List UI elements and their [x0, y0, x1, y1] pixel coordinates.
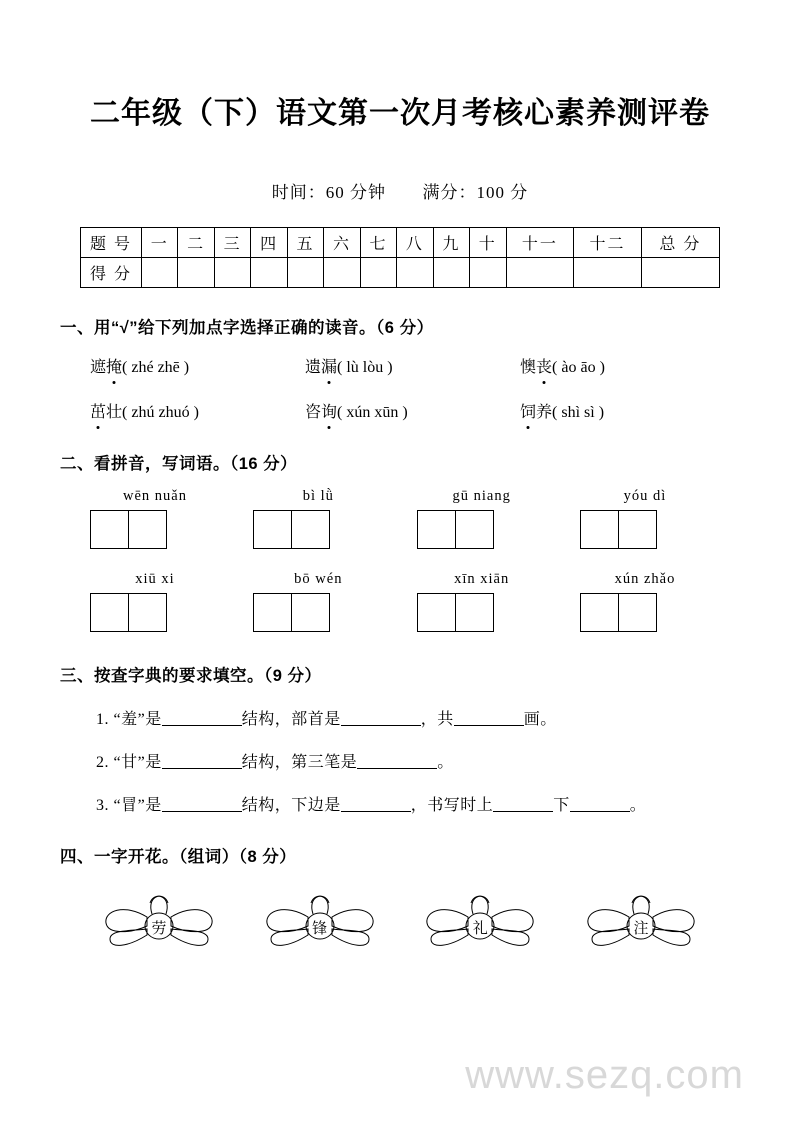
- flower-item[interactable]: [405, 881, 555, 971]
- tianzige-cell[interactable]: [580, 593, 619, 632]
- pinyin-label: wēn nuǎn: [123, 488, 187, 504]
- tianzige-cell[interactable]: [253, 593, 292, 632]
- pinyin-choice-item[interactable]: [90, 399, 305, 422]
- exam-time: 时间：60 分钟: [271, 183, 386, 202]
- tianzige-cell[interactable]: [455, 510, 494, 549]
- table-row: [81, 258, 720, 288]
- dotted-char: 丧: [536, 354, 552, 377]
- pinyin-options[interactable]: ( ào āo ): [552, 359, 605, 376]
- question-number: 1.: [96, 711, 109, 728]
- question-text: “羞”是: [113, 711, 162, 728]
- flower-char: 礼: [472, 921, 488, 937]
- answer-blank[interactable]: [341, 795, 411, 812]
- section-heading-1: 一、用“√”给下列加点字选择正确的读音。（6 分）: [60, 319, 434, 337]
- score-col-header: 八: [397, 228, 433, 258]
- score-cell[interactable]: [397, 258, 433, 288]
- score-col-header: 七: [360, 228, 396, 258]
- write-word-item: [253, 571, 383, 632]
- tianzige-cell[interactable]: [580, 510, 619, 549]
- question-text: 结构，下边是: [241, 797, 341, 814]
- pinyin-options[interactable]: ( zhé zhē ): [122, 359, 190, 376]
- write-word-item: [580, 488, 710, 549]
- dotted-char: 饲: [520, 399, 536, 422]
- question-text: ，书写时上: [410, 797, 494, 814]
- tianzige-group[interactable]: [417, 510, 547, 549]
- score-col-header: 十一: [506, 228, 574, 258]
- write-word-item: [580, 571, 710, 632]
- flower-char: 锋: [312, 921, 328, 937]
- pinyin-options[interactable]: ( shì sì ): [552, 404, 605, 421]
- question-number: 2.: [96, 754, 109, 771]
- question-text: “冒”是: [113, 797, 162, 814]
- tianzige-cell[interactable]: [128, 510, 167, 549]
- page-title: 二年级（下）语文第一次月考核心素养测评卷: [90, 97, 710, 130]
- score-col-header: 十: [470, 228, 506, 258]
- pinyin-label: xiū xi: [135, 571, 175, 587]
- tianzige-group[interactable]: [253, 510, 383, 549]
- exam-meta: [60, 178, 740, 203]
- dotted-char: 茁: [90, 399, 106, 422]
- tianzige-cell[interactable]: [90, 510, 129, 549]
- score-table: [80, 227, 720, 288]
- tianzige-group[interactable]: [90, 593, 220, 632]
- write-word-item: [90, 571, 220, 632]
- score-cell[interactable]: [574, 258, 642, 288]
- pinyin-choice-item[interactable]: [90, 354, 305, 377]
- pinyin-label: bō wén: [294, 571, 343, 587]
- score-col-header: 总 分: [641, 228, 719, 258]
- question-text: 。: [629, 797, 647, 814]
- section-heading-4: 四、一字开花。（组词）（8 分）: [60, 848, 297, 866]
- write-words-row: [60, 571, 740, 632]
- question-text: 画。: [523, 711, 557, 728]
- score-col-header: 一: [142, 228, 178, 258]
- pinyin-options[interactable]: ( xún xūn ): [337, 404, 408, 421]
- answer-blank[interactable]: [162, 752, 242, 769]
- question-text: 。: [437, 754, 454, 771]
- score-cell[interactable]: [251, 258, 287, 288]
- score-cell[interactable]: [641, 258, 719, 288]
- answer-blank[interactable]: [357, 752, 437, 769]
- score-cell[interactable]: [433, 258, 469, 288]
- exam-total-score: 满分：100 分: [422, 183, 529, 202]
- pinyin-options[interactable]: ( zhú zhuó ): [122, 404, 199, 421]
- tianzige-group[interactable]: [253, 593, 383, 632]
- answer-blank[interactable]: [341, 709, 421, 726]
- dotted-char: 掩: [106, 354, 122, 377]
- score-col-header: 九: [433, 228, 469, 258]
- flower-item[interactable]: [566, 881, 716, 971]
- answer-blank[interactable]: [570, 795, 630, 812]
- tianzige-group[interactable]: [580, 510, 710, 549]
- dictionary-question-2: [60, 749, 740, 772]
- tianzige-cell[interactable]: [90, 593, 129, 632]
- question-text: 结构，第三笔是: [241, 754, 358, 771]
- pinyin-options[interactable]: ( lù lòu ): [337, 359, 393, 376]
- score-cell[interactable]: [324, 258, 360, 288]
- flower-item[interactable]: [84, 881, 234, 971]
- pinyin-choice-item[interactable]: [520, 354, 735, 377]
- score-col-header: 三: [214, 228, 250, 258]
- score-row-label: 得 分: [81, 258, 142, 288]
- tianzige-cell[interactable]: [455, 593, 494, 632]
- write-word-item: [417, 488, 547, 549]
- write-word-item: [253, 488, 383, 549]
- write-word-item: [417, 571, 547, 632]
- score-cell[interactable]: [214, 258, 250, 288]
- tianzige-group[interactable]: [580, 593, 710, 632]
- pinyin-label: bì lǜ: [302, 488, 334, 504]
- pinyin-label: gū niang: [452, 488, 511, 504]
- write-word-item: [90, 488, 220, 549]
- pinyin-choice-item[interactable]: [305, 354, 520, 377]
- flower-item[interactable]: [245, 881, 395, 971]
- flower-char: 注: [633, 921, 649, 937]
- tianzige-cell[interactable]: [417, 510, 456, 549]
- tianzige-cell[interactable]: [128, 593, 167, 632]
- question-number: 3.: [96, 797, 109, 814]
- pinyin-choice-row: [60, 399, 740, 422]
- answer-blank[interactable]: [454, 709, 524, 726]
- dotted-char: 漏: [321, 354, 337, 377]
- pinyin-label: xún zhǎo: [614, 571, 676, 587]
- tianzige-group[interactable]: [90, 510, 220, 549]
- answer-blank[interactable]: [162, 795, 242, 812]
- word-suffix: 壮: [106, 404, 123, 421]
- question-text: ，共: [420, 711, 454, 728]
- score-col-header: 四: [251, 228, 287, 258]
- score-cell[interactable]: [506, 258, 574, 288]
- score-cell[interactable]: [178, 258, 214, 288]
- dotted-char: 询: [321, 399, 337, 422]
- tianzige-cell[interactable]: [291, 593, 330, 632]
- word-prefix: 咨: [305, 404, 322, 421]
- answer-blank[interactable]: [162, 709, 242, 726]
- tianzige-cell[interactable]: [618, 510, 657, 549]
- pinyin-choice-item[interactable]: [520, 399, 735, 422]
- tianzige-cell[interactable]: [417, 593, 456, 632]
- dictionary-question-3: [60, 792, 740, 815]
- dictionary-question-1: [60, 706, 740, 729]
- score-col-header: 六: [324, 228, 360, 258]
- score-cell[interactable]: [142, 258, 178, 288]
- flower-row: [60, 881, 740, 971]
- word-prefix: 遗: [305, 359, 322, 376]
- question-text: “甘”是: [113, 754, 162, 771]
- score-col-header: 五: [287, 228, 323, 258]
- word-prefix: 遮: [90, 359, 107, 376]
- word-prefix: 懊: [520, 359, 537, 376]
- pinyin-label: xīn xiān: [454, 571, 510, 587]
- score-row-label: 题 号: [81, 228, 142, 258]
- score-cell[interactable]: [360, 258, 396, 288]
- watermark: www.sezq.com: [465, 1053, 744, 1097]
- question-text: 下: [553, 797, 570, 814]
- tianzige-group[interactable]: [417, 593, 547, 632]
- section-heading-3: 三、按查字典的要求填空。（9 分）: [60, 667, 322, 685]
- tianzige-cell[interactable]: [618, 593, 657, 632]
- answer-blank[interactable]: [493, 795, 553, 812]
- table-row: [81, 228, 720, 258]
- section-heading-2: 二、看拼音，写词语。（16 分）: [60, 455, 298, 473]
- word-suffix: 养: [536, 404, 553, 421]
- pinyin-label: yóu dì: [623, 488, 667, 504]
- question-text: 结构，部首是: [241, 711, 341, 728]
- score-cell[interactable]: [470, 258, 506, 288]
- pinyin-choice-row: [60, 354, 740, 377]
- score-cell[interactable]: [287, 258, 323, 288]
- pinyin-choice-item[interactable]: [305, 399, 520, 422]
- score-col-header: 二: [178, 228, 214, 258]
- tianzige-cell[interactable]: [253, 510, 292, 549]
- write-words-row: [60, 488, 740, 549]
- tianzige-cell[interactable]: [291, 510, 330, 549]
- score-col-header: 十二: [574, 228, 642, 258]
- flower-char: 劳: [151, 921, 167, 937]
